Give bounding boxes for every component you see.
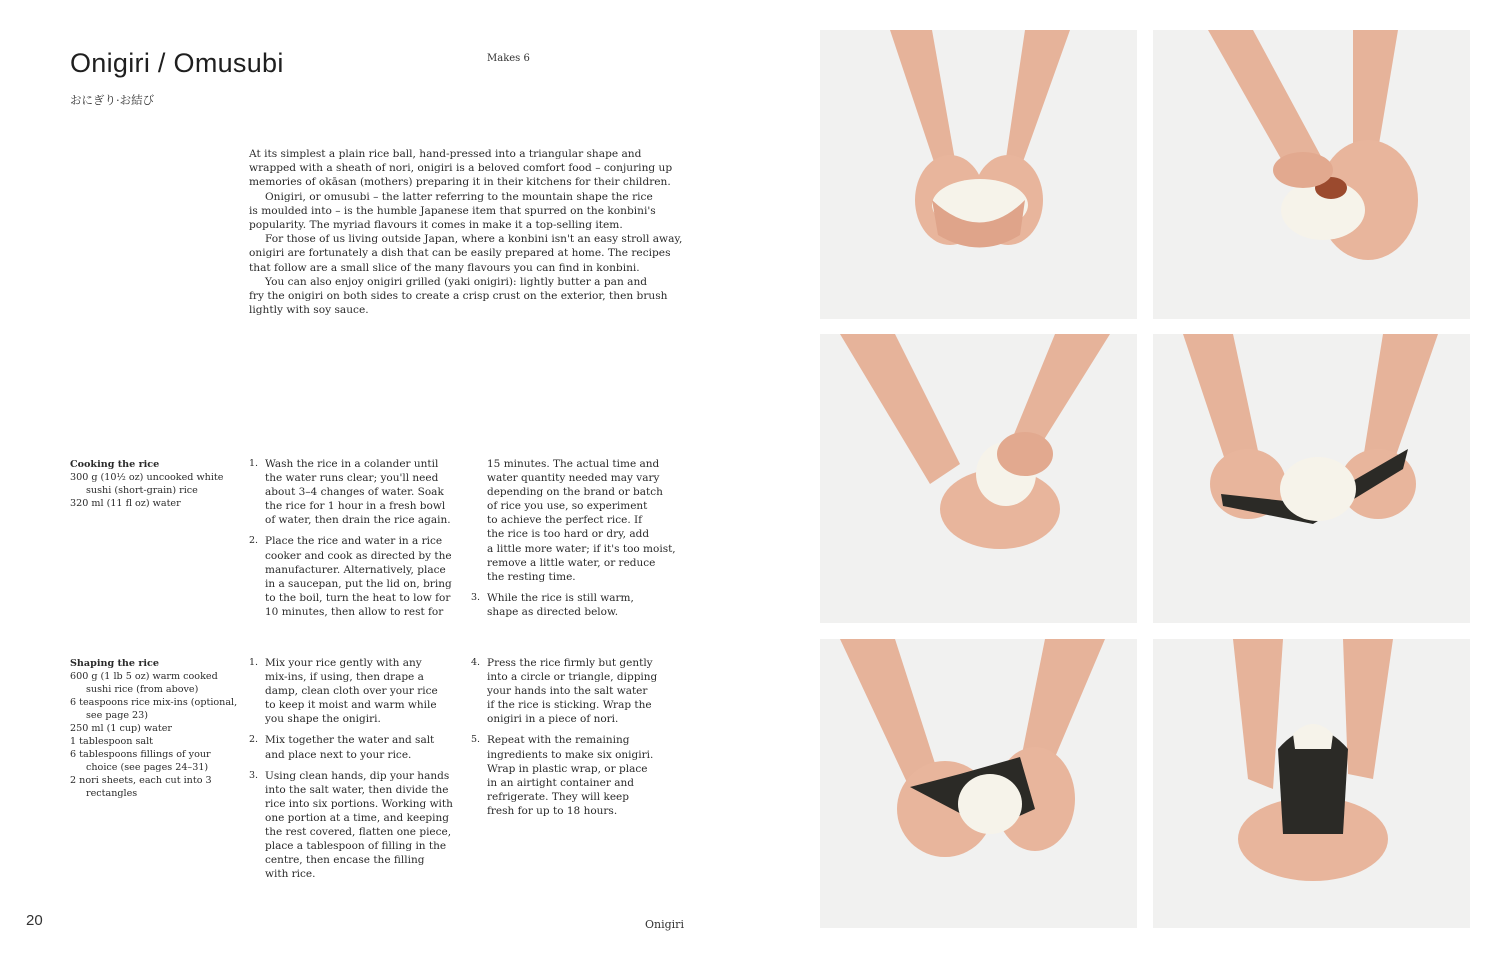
intro-paragraph-3: For those of us living outside Japan, where a konbini isn't an easy stroll away, onigiri are fortunately a dish that can be easily prepared at home. The recipes that follow are a small slice of the many flavours you can find in konbini.: [249, 233, 683, 274]
method-step: 5. Repeat with the remaining ingredients to make six onigiri. Wrap in plastic wrap, or place in an airtight container and refrigerate. They will keep fresh for up to 18 hours.: [471, 734, 654, 817]
yield-label: Makes 6: [487, 53, 530, 64]
cooking-steps-col-1: [249, 457, 464, 626]
cooking-heading: Cooking the rice: [70, 459, 160, 470]
shaping-ingredients: [70, 657, 240, 800]
intro-paragraph-1: At its simplest a plain rice ball, hand-pressed into a triangular shape and wrapped with a sheath of nori, onigiri is a beloved comfort food – conjuring up memories of okāsan (mothers) preparing it in their kitchens for their children.: [249, 148, 673, 189]
photo-step-encase-filling: [820, 334, 1137, 623]
method-step: 1. Mix your rice gently with any mix-ins, if using, then drape a damp, clean cloth over your rice to keep it moist and warm while you shape the onigiri.: [249, 657, 438, 726]
photo-step-place-on-nori: [1153, 334, 1470, 623]
method-step: 2. Mix together the water and salt and place next to your rice.: [249, 734, 435, 761]
recipe-title: Onigiri / Omusubi: [70, 48, 284, 78]
method-step: 1. Wash the rice in a colander until the water runs clear; you'll need about 3–4 changes of water. Soak the rice for 1 hour in a fresh bowl of water, then drain the rice again.: [249, 458, 451, 527]
cooking-ingredients: [70, 458, 240, 510]
ingredient-item: 320 ml (11 fl oz) water: [70, 498, 181, 509]
page-number: 20: [26, 912, 43, 929]
running-head: Onigiri: [645, 918, 684, 931]
intro-paragraph-4: You can also enjoy onigiri grilled (yaki onigiri): lightly butter a pan and fry the onigiri on both sides to create a crisp crust on the exterior, then brush lightly with soy sauce.: [249, 275, 668, 317]
ingredient-item: 600 g (1 lb 5 oz) warm cooked sushi rice (from above): [70, 671, 218, 695]
shaping-heading: Shaping the rice: [70, 658, 159, 669]
method-step: 3. Using clean hands, dip your hands into the salt water, then divide the rice into six portions. Working with one portion at a time, and keeping the rest covered, flatten one piece, place a tablespoon of filling in the centre, then encase the filling with rice.: [249, 769, 453, 881]
shaping-steps-col-1: [249, 656, 464, 888]
photo-step-flatten-rice: [820, 30, 1137, 319]
photo-step-wrap-nori: [820, 639, 1137, 928]
method-step: 3. While the rice is still warm, shape as directed below.: [471, 591, 634, 618]
cooking-steps-col-2: [471, 457, 691, 626]
photo-step-add-filling: [1153, 30, 1470, 319]
intro-paragraph-2: Onigiri, or omusubi – the latter referring to the mountain shape the rice is moulded into – is the humble Japanese item that spurred on the konbini's popularity. The myriad flavours it comes in make it a top-selling item.: [249, 190, 656, 232]
method-step: 4. Press the rice firmly but gently into a circle or triangle, dipping your hands into the salt water if the rice is sticking. Wrap the onigiri in a piece of nori.: [471, 657, 658, 726]
shaping-steps-col-2: [471, 656, 691, 825]
method-step-continued: 15 minutes. The actual time and water quantity needed may vary depending on the brand or batch of rice you use, so experiment to achieve the perfect rice. If the rice is too hard or dry, add a little more water; if it's too moist, remove a little water, or reduce the resting time.: [487, 458, 676, 583]
recipe-subtitle-japanese: おにぎり·お結び: [70, 93, 155, 107]
ingredient-item: 6 teaspoons rice mix-ins (optional, see page 23): [70, 697, 238, 721]
ingredient-item: 6 tablespoons fillings of your choice (see pages 24–31): [70, 749, 211, 773]
ingredient-item: 300 g (10½ oz) uncooked white sushi (short-grain) rice: [70, 472, 224, 496]
intro-text: [249, 147, 689, 317]
ingredient-item: 1 tablespoon salt: [70, 736, 154, 747]
ingredient-item: 2 nori sheets, each cut into 3 rectangles: [70, 775, 212, 799]
method-step: 2. Place the rice and water in a rice cooker and cook as directed by the manufacturer. Alternatively, place in a saucepan, put the lid on, bring to the boil, turn the heat to low for 10 minutes, then allow to rest for: [249, 535, 452, 618]
photo-step-finished-onigiri: [1153, 639, 1470, 928]
ingredient-item: 250 ml (1 cup) water: [70, 723, 173, 734]
